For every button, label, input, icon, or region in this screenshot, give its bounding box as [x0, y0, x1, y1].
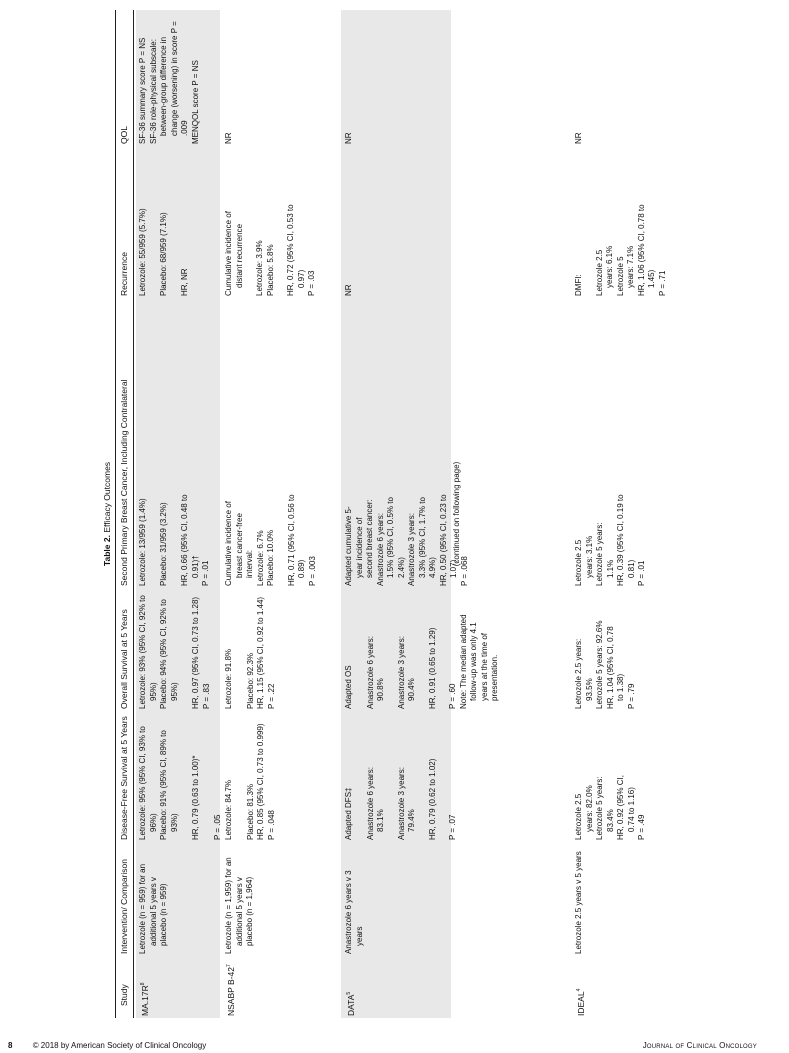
os-cell: Letrozole 2.5 years: 93.5% Letrozole 5 years: 92.6% HR, 1.04 (95% CI, 0.78 to 1.38) P = .79 — [574, 620, 636, 709]
study-name: NSABP $B-42^7$ — [225, 964, 236, 1016]
page-footer-left — [8, 1041, 206, 1050]
second-primary-cell: Letrozole 2.5 years: 3.1% Letrozole 5 years: 1.1% HR, 0.39 (95% CI, 0.19 to 0.81) P = .01 — [574, 494, 646, 586]
table-caption: Efficacy Outcomes — [102, 461, 112, 533]
dfs-cell: Letrozole: 95% (95% CI, 93% to 96%) Placebo: 91% (95% CI, 89% to 93%) HR, 0.79 (0.63 to 1.00)* P = .05 — [138, 726, 222, 840]
intervention-cell: Letrozole (n = 959) for an additional 5 years v placebo (n = 959) — [138, 863, 168, 954]
journal-name: Journal of Clinical Oncology — [642, 1041, 757, 1050]
recurrence-cell: DMFI: Letrozole 2.5 years: 6.1% Letrozole 5 years: 7.1% HR, 1.06 (95% CI, 0.78 to 1.45) P = .71 — [574, 204, 667, 296]
qol-cell: NR — [224, 132, 233, 144]
study-name: DATA$^5$ — [345, 991, 356, 1016]
table-region — [96, 0, 708, 1028]
header-recurrence: Recurrence — [119, 252, 129, 296]
header-os: Overall Survival at 5 Years — [119, 609, 129, 709]
table-title — [102, 0, 112, 1028]
study-name: IDEAL$^4$ — [575, 988, 586, 1016]
rotated-page — [96, 0, 708, 1028]
intervention-cell: Letrozole 2.5 years v 5 years — [574, 851, 583, 954]
intervention-cell: Anastrozole 6 years v 3 years — [344, 870, 364, 954]
recurrence-cell: Letrozole: 55/959 (5.7%) Placebo: 68/959 (7.1%) HR, NR — [138, 208, 189, 296]
second-primary-cell: Letrozole: 13/959 (1.4%) Placebo: 31/959 (3.2%) HR, 0.66 (95% CI, 0.48 to 0.91)† P = .01 — [138, 494, 210, 586]
header-qol: QOL — [119, 126, 129, 144]
table-header-rule — [133, 10, 134, 1018]
qol-cell: SF-36 summary score P = NS SF-36 role-physical subscale: between-group difference in change (worsening) in score P = .009 MENQOL score P = NS — [138, 21, 200, 144]
continued-note: (continued on following page) — [452, 461, 461, 567]
header-intervention: Intervention/ Comparison — [119, 859, 129, 954]
table-number: Table 2. — [102, 535, 112, 567]
dfs-cell: Letrozole 2.5 years: 82.0% Letrozole 5 years: 83.4% HR, 0.92 (95% CI, 0.74 to 1.16) P = .49 — [574, 775, 646, 840]
table-header-row — [119, 10, 133, 1018]
recurrence-cell: Cumulative incidence of distant recurrence Letrozole: 3.9% Placebo: 5.8% HR, 0.72 (95% CI, 0.53 to 0.97) P = .03 — [224, 204, 316, 296]
qol-cell: NR — [574, 132, 583, 144]
header-study: Study — [119, 984, 129, 1006]
table-top-rule — [115, 10, 116, 1018]
qol-cell: NR — [344, 132, 353, 144]
dfs-cell: Letrozole: 84.7% Placebo: 81.3% HR, 0.85 (95% CI, 0.73 to 0.999) P = .048 — [224, 723, 276, 840]
study-name: $MA.17R^8$ — [139, 982, 150, 1016]
os-cell: Letrozole: 91.8% Placebo: 92.3% HR, 1.15 (95% CI, 0.92 to 1.44) P = .22 — [224, 596, 276, 709]
second-primary-cell: Adapted cumulative 5-year incidence of second breast cancer: Anastrozole 6 years: 1.5% (95% CI, 0.5% to 2.4%) Anastrozole 3 years: 3.3% (95% CI, 1.7% to 4.9%) HR, 0.50 (95% CI, 0.23 to 1.07) P = .068 — [344, 494, 469, 586]
os-cell: Letrozole: 93% (95% CI, 92% to 95%) Placebo: 94% (95% CI, 92% to 95%) HR, 0.97 (95% CI, 0.73 to 1.28) P = .83 — [138, 595, 211, 709]
dfs-cell: Adapted DFS‡ Anastrozole 6 years: 83.1% Anastrozole 3 years: 79.4% HR, 0.79 (0.62 to 1.02) P = .07 — [344, 758, 457, 840]
second-primary-cell: Cumulative incidence of breast cancer-free interval: Letrozole: 6.7% Placebo: 10.0% HR, 0.71 (95% CI, 0.56 to 0.89) P = .003 — [224, 494, 317, 586]
os-cell: Adapted OS Anastrozole 6 years: 90.8% Anastrozole 3 years: 90.4% HR, 0.91 (0.65 to 1.29) P = .60 Note: The median adapted follow-up was only 4.1 years at the time of presentation. — [344, 614, 499, 709]
copyright-text: © 2018 by American Society of Clinical Oncology — [32, 1041, 207, 1050]
intervention-cell: Letrozole (n = 1,959) for an additional 5 years v placebo (n = 1,964) — [224, 857, 254, 954]
page-number: 8 — [8, 1041, 13, 1050]
recurrence-cell: NR — [344, 284, 353, 296]
header-dfs: Disease-Free Survival at 5 Years — [119, 716, 129, 840]
header-second-primary: Second Primary Breast Cancer, Including Contralateral — [119, 379, 129, 586]
